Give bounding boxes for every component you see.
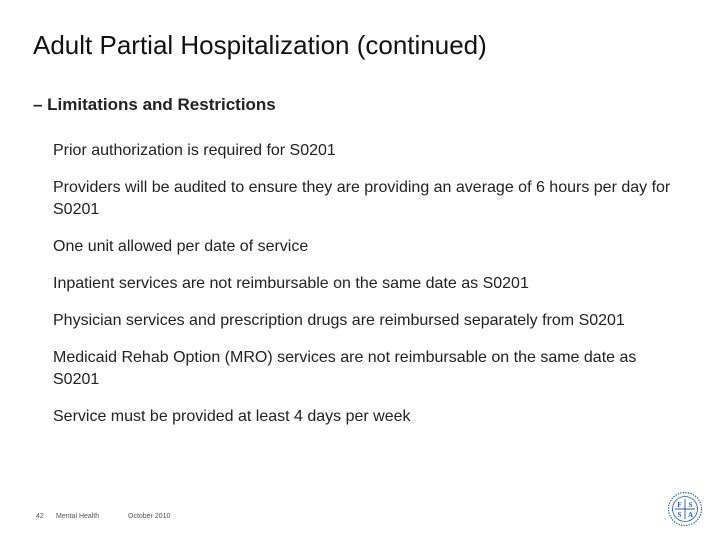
svg-text:S: S: [677, 511, 682, 519]
svg-text:S: S: [688, 501, 693, 509]
section-subheading: – Limitations and Restrictions: [33, 95, 276, 114]
bullet-item: One unit allowed per date of service: [53, 238, 309, 255]
slide-title: Adult Partial Hospitalization (continued): [33, 30, 487, 60]
bullet-item: Prior authorization is required for S0201: [53, 142, 336, 159]
footer-section: Mental Health: [56, 513, 100, 520]
bullet-item: Service must be provided at least 4 days per week: [53, 408, 411, 425]
bullet-item: Medicaid Rehab Option (MRO) services are not reimbursable on the same date as S0201: [53, 349, 637, 388]
bullet-item: Physician services and prescription drugs are reimbursed separately from S0201: [53, 312, 625, 329]
svg-text:F: F: [677, 501, 682, 509]
bullet-item: Inpatient services are not reimbursable on the same date as S0201: [53, 275, 529, 292]
fssa-seal-icon: [667, 491, 703, 527]
bullet-item: Providers will be audited to ensure they are providing an average of 6 hours per day for S0201: [53, 179, 671, 218]
svg-text:A: A: [687, 511, 694, 519]
footer-page-number: 42: [36, 513, 44, 520]
footer-date: October 2010: [128, 513, 171, 520]
bullet-list: [53, 140, 683, 443]
